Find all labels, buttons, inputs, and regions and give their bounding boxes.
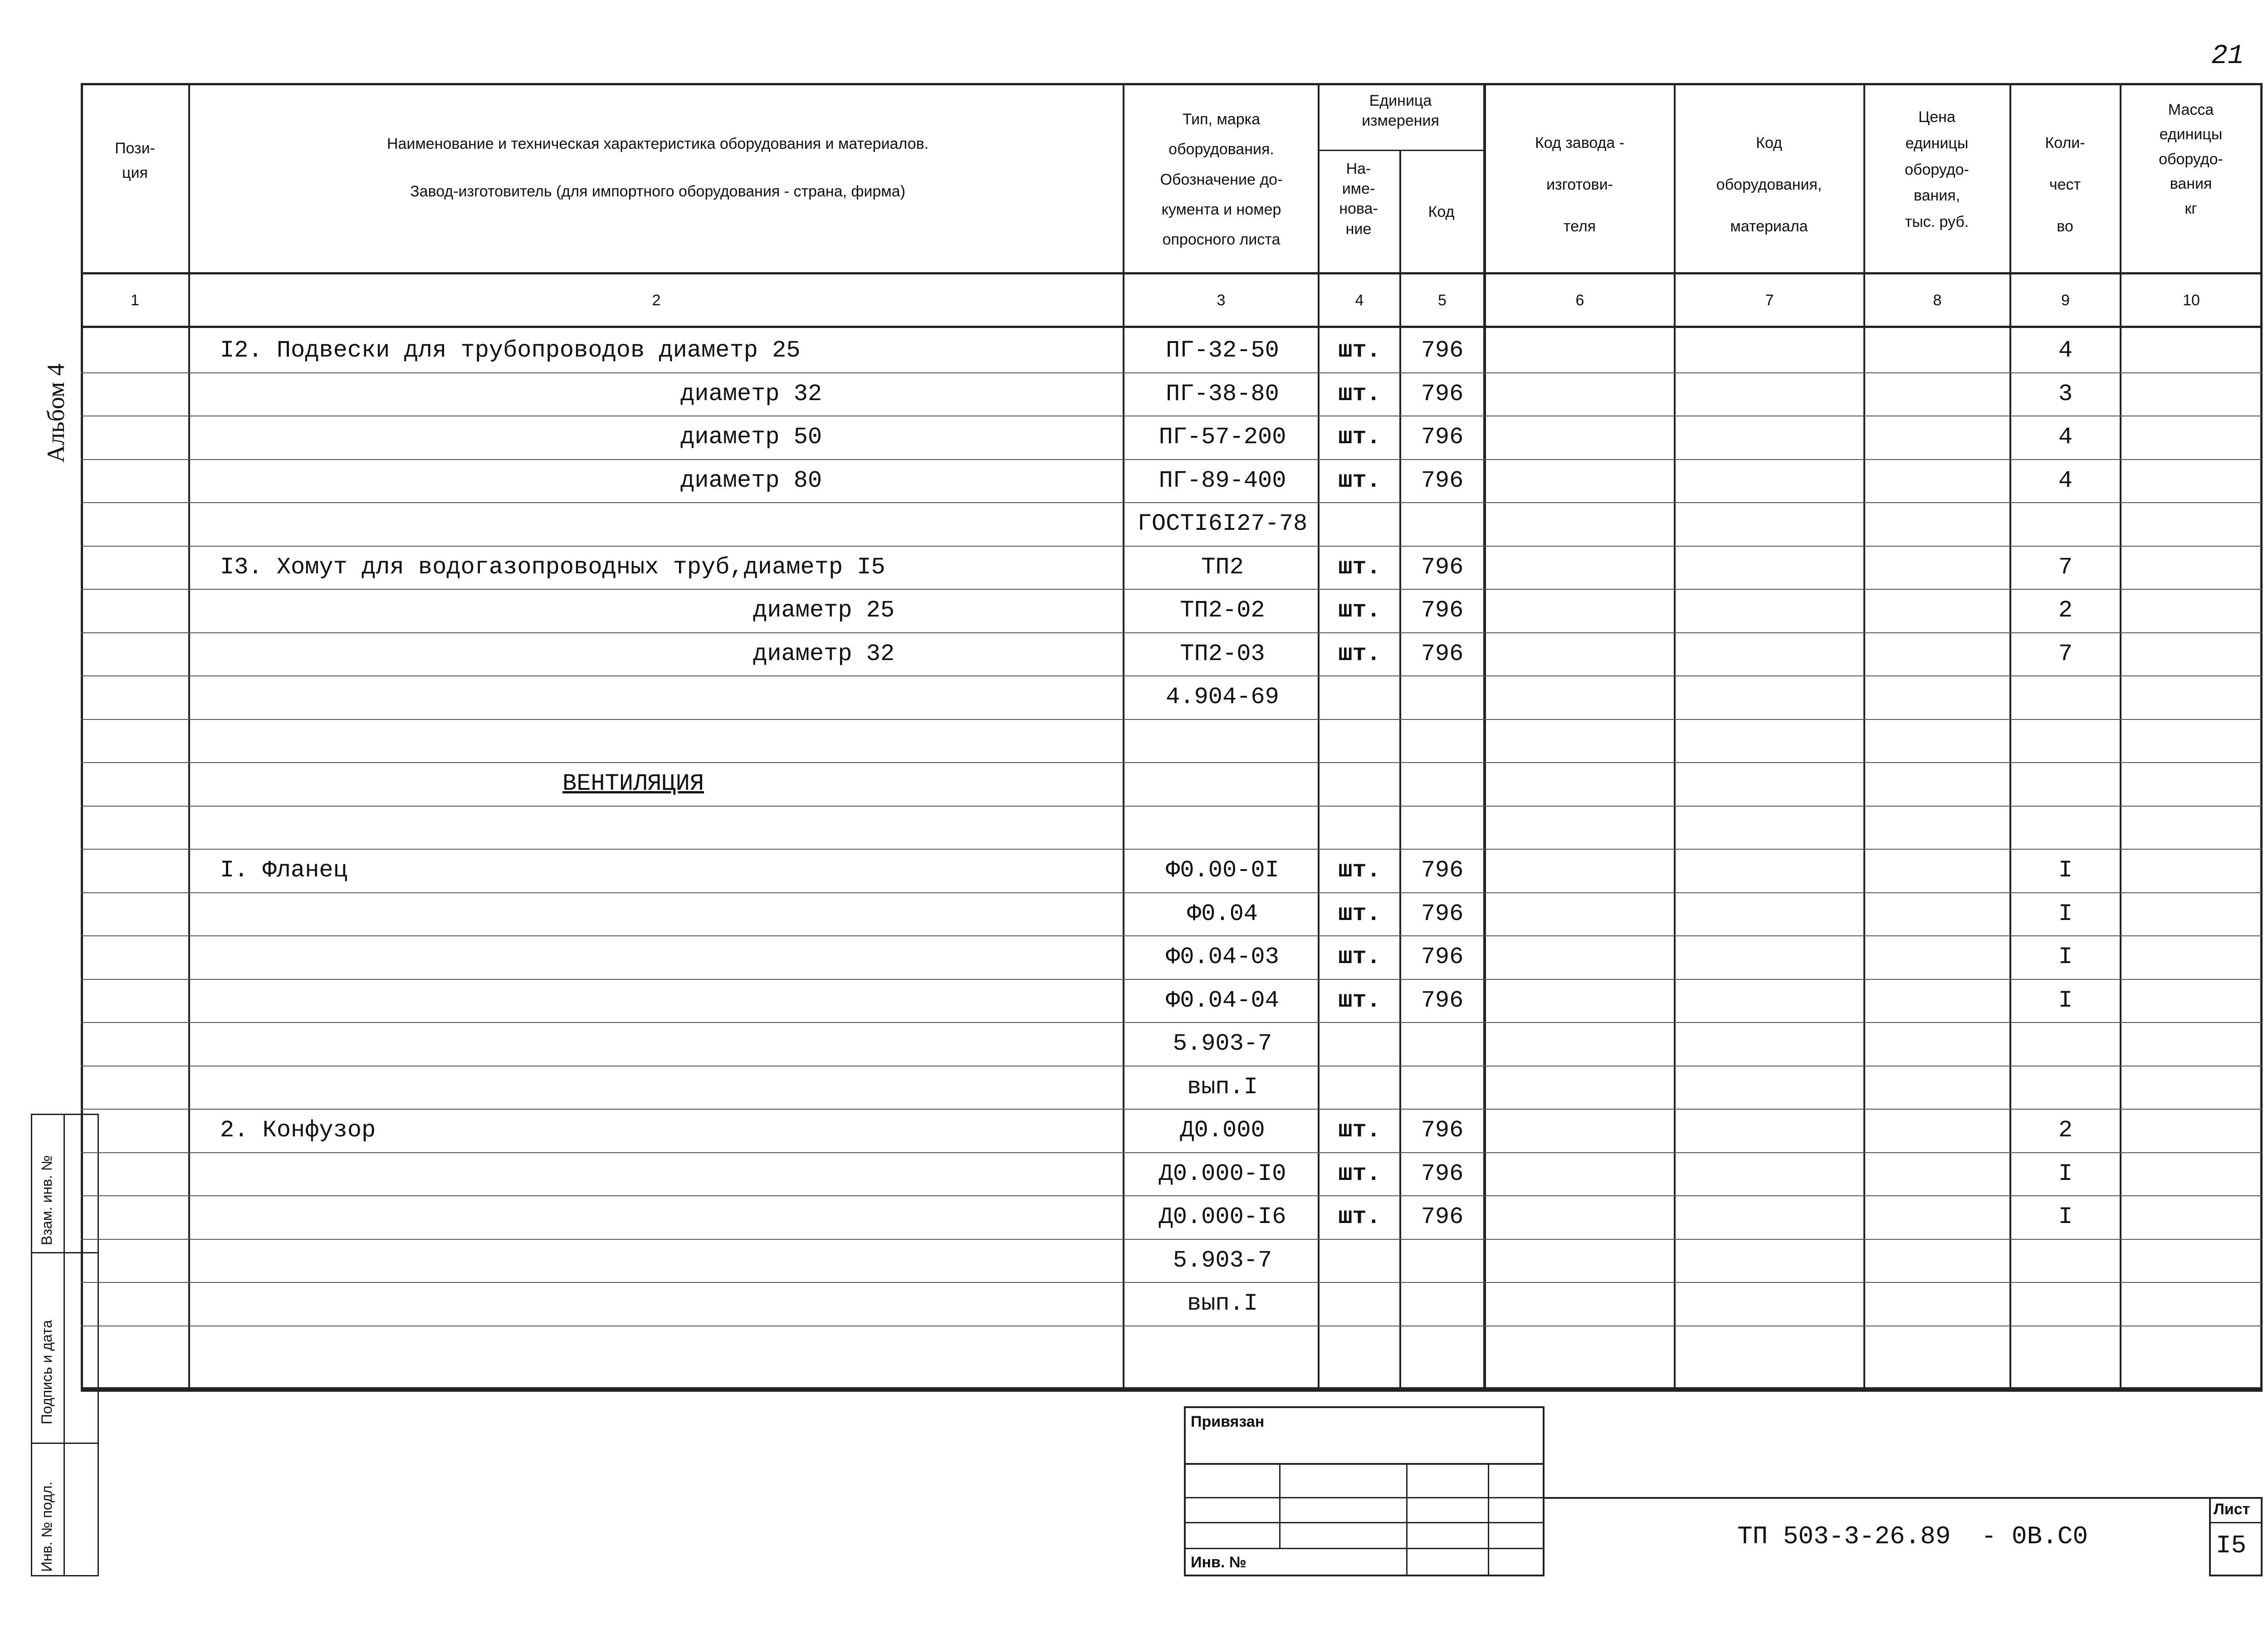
row-separator	[81, 892, 2263, 893]
row-qty: I	[2058, 1203, 2073, 1230]
row-code: 796	[1421, 1160, 1464, 1187]
row-code: 796	[1421, 1203, 1464, 1230]
album-label: Альбом 4	[42, 363, 69, 463]
row-code: 796	[1421, 900, 1464, 927]
row-separator	[81, 935, 2263, 936]
row-type: ТП2-02	[1180, 597, 1265, 624]
row-unit: шт.	[1338, 424, 1381, 450]
row-unit: шт.	[1338, 987, 1381, 1014]
header-unit-name: На- име- нова- ние	[1339, 160, 1378, 238]
row-name: I. Фланец	[220, 857, 347, 884]
row-code: 796	[1421, 597, 1464, 624]
row-separator	[81, 1239, 2263, 1240]
row-separator	[81, 762, 2263, 763]
row-type: Ф0.04-03	[1166, 944, 1279, 970]
row-type: ПГ-32-50	[1166, 337, 1279, 364]
row-separator	[81, 459, 2263, 460]
header-unit-code: Код	[1428, 203, 1455, 220]
colnum-10: 10	[2183, 292, 2200, 309]
header-factory-code: Код завода - изготови- теля	[1535, 134, 1625, 235]
row-unit: шт.	[1338, 380, 1381, 407]
row-type: Д0.000	[1180, 1117, 1265, 1144]
bound-label: Привязан	[1191, 1413, 1265, 1430]
stamp-label-2: Подпись и дата	[39, 1320, 55, 1424]
row-separator	[81, 675, 2263, 676]
row-qty: I	[2058, 944, 2073, 970]
row-unit: шт.	[1338, 857, 1381, 884]
row-type: Ф0.04	[1187, 900, 1258, 927]
document-code: ТП 503-3-26.89 - 0В.С0	[1737, 1522, 2088, 1551]
row-code: 796	[1421, 337, 1464, 364]
row-separator	[81, 979, 2263, 980]
row-type: ПГ-57-200	[1158, 424, 1286, 450]
row-separator	[81, 849, 2263, 850]
row-type: ТП2	[1201, 553, 1244, 581]
row-name: диаметр 25	[753, 597, 895, 624]
row-unit: шт.	[1338, 553, 1381, 581]
colnum-4: 4	[1355, 292, 1364, 309]
row-separator	[81, 589, 2263, 590]
header-unit-group: Единица измерения	[1362, 92, 1439, 130]
row-type: ПГ-89-400	[1158, 467, 1286, 494]
row-qty: 2	[2058, 597, 2073, 624]
row-type: Д0.000-I6	[1158, 1203, 1286, 1230]
row-separator	[81, 1066, 2263, 1067]
row-code: 796	[1421, 424, 1464, 450]
row-name: диаметр 50	[680, 424, 822, 450]
header-type: Тип, марка оборудования. Обозначение до- кумента и номер опросного листа	[1160, 111, 1283, 249]
sheet-label: Лист	[2214, 1501, 2250, 1518]
row-code: 796	[1421, 857, 1464, 884]
row-qty: I	[2058, 900, 2073, 927]
row-type: 5.903-7	[1173, 1247, 1272, 1274]
row-code: 796	[1421, 380, 1464, 407]
row-type: ТП2-03	[1180, 640, 1265, 667]
row-unit: шт.	[1338, 467, 1381, 494]
row-type: 5.903-7	[1173, 1030, 1272, 1057]
header-name-line1: Наименование и техническая характеристика оборудования и материалов.	[386, 135, 929, 152]
row-unit: шт.	[1338, 640, 1381, 667]
header-position: Пози- ция	[115, 140, 155, 182]
row-qty: 7	[2058, 640, 2073, 667]
colnum-9: 9	[2061, 292, 2070, 309]
row-code: 796	[1421, 987, 1464, 1014]
bound-box	[1184, 1406, 1545, 1576]
colnum-3: 3	[1217, 292, 1226, 309]
row-unit: шт.	[1338, 597, 1381, 624]
row-code: 796	[1421, 640, 1464, 667]
row-separator	[81, 546, 2263, 547]
row-qty: I	[2058, 857, 2073, 884]
row-unit: шт.	[1338, 337, 1381, 364]
row-separator	[81, 502, 2263, 503]
row-name: I2. Подвески для трубопроводов диаметр 25	[220, 337, 801, 364]
page-number: 21	[2211, 41, 2244, 72]
row-qty: 7	[2058, 553, 2073, 581]
row-type: 4.904-69	[1166, 684, 1279, 710]
row-name: 2. Конфузор	[220, 1117, 376, 1144]
row-unit: шт.	[1338, 1203, 1381, 1230]
row-code: 796	[1421, 553, 1464, 581]
row-code: 796	[1421, 467, 1464, 494]
row-name: диаметр 32	[680, 380, 822, 407]
row-unit: шт.	[1338, 944, 1381, 970]
stamp-label-3: Инв. № подл.	[39, 1481, 55, 1572]
row-qty: 4	[2058, 337, 2073, 364]
header-quantity: Коли- чест во	[2045, 134, 2085, 235]
row-separator	[81, 719, 2263, 720]
stamp-label-1: Взам. инв. №	[39, 1155, 55, 1245]
header-mass: Масса единицы оборудо- вания кг	[2159, 101, 2223, 217]
row-qty: 4	[2058, 467, 2073, 494]
row-qty: 2	[2058, 1117, 2073, 1144]
main-table-frame	[81, 83, 2263, 1389]
row-qty: 4	[2058, 424, 2073, 450]
row-separator	[81, 806, 2263, 807]
row-unit: шт.	[1338, 900, 1381, 927]
header-equipment-code: Код оборудования, материала	[1716, 134, 1822, 235]
row-qty: I	[2058, 1160, 2073, 1187]
colnum-7: 7	[1765, 292, 1774, 309]
row-separator	[81, 1109, 2263, 1110]
row-qty: I	[2058, 987, 2073, 1014]
row-type: Ф0.04-04	[1166, 987, 1279, 1014]
row-type: ПГ-38-80	[1166, 380, 1279, 407]
colnum-2: 2	[652, 292, 661, 309]
row-unit: шт.	[1338, 1160, 1381, 1187]
row-type: Ф0.00-0I	[1166, 857, 1279, 884]
row-separator	[81, 372, 2263, 373]
row-type: ГОСТI6I27-78	[1137, 510, 1308, 537]
row-name: I3. Хомут для водогазопроводных труб,диаметр I5	[220, 553, 885, 581]
header-name-line2: Завод-изготовитель (для импортного оборудования - страна, фирма)	[410, 183, 905, 200]
row-separator	[81, 1282, 2263, 1283]
colnum-1: 1	[131, 292, 139, 309]
row-name: ВЕНТИЛЯЦИЯ	[562, 770, 704, 797]
row-type: вып.I	[1187, 1290, 1258, 1317]
row-code: 796	[1421, 1117, 1464, 1144]
row-qty: 3	[2058, 380, 2073, 407]
colnum-5: 5	[1438, 292, 1447, 309]
colnum-6: 6	[1575, 292, 1584, 309]
row-separator	[81, 632, 2263, 633]
row-type: вып.I	[1187, 1073, 1258, 1101]
sheet-number: I5	[2216, 1531, 2247, 1560]
row-separator	[81, 1152, 2263, 1153]
row-separator	[81, 1022, 2263, 1023]
header-price: Цена единицы оборудо- вания, тыс. руб.	[1905, 108, 1969, 231]
row-code: 796	[1421, 944, 1464, 970]
row-unit: шт.	[1338, 1117, 1381, 1144]
row-separator	[81, 1195, 2263, 1196]
inv-label: Инв. №	[1191, 1554, 1246, 1571]
row-name: диаметр 80	[680, 467, 822, 494]
colnum-8: 8	[1933, 292, 1942, 309]
row-name: диаметр 32	[753, 640, 895, 667]
row-type: Д0.000-I0	[1158, 1160, 1286, 1187]
